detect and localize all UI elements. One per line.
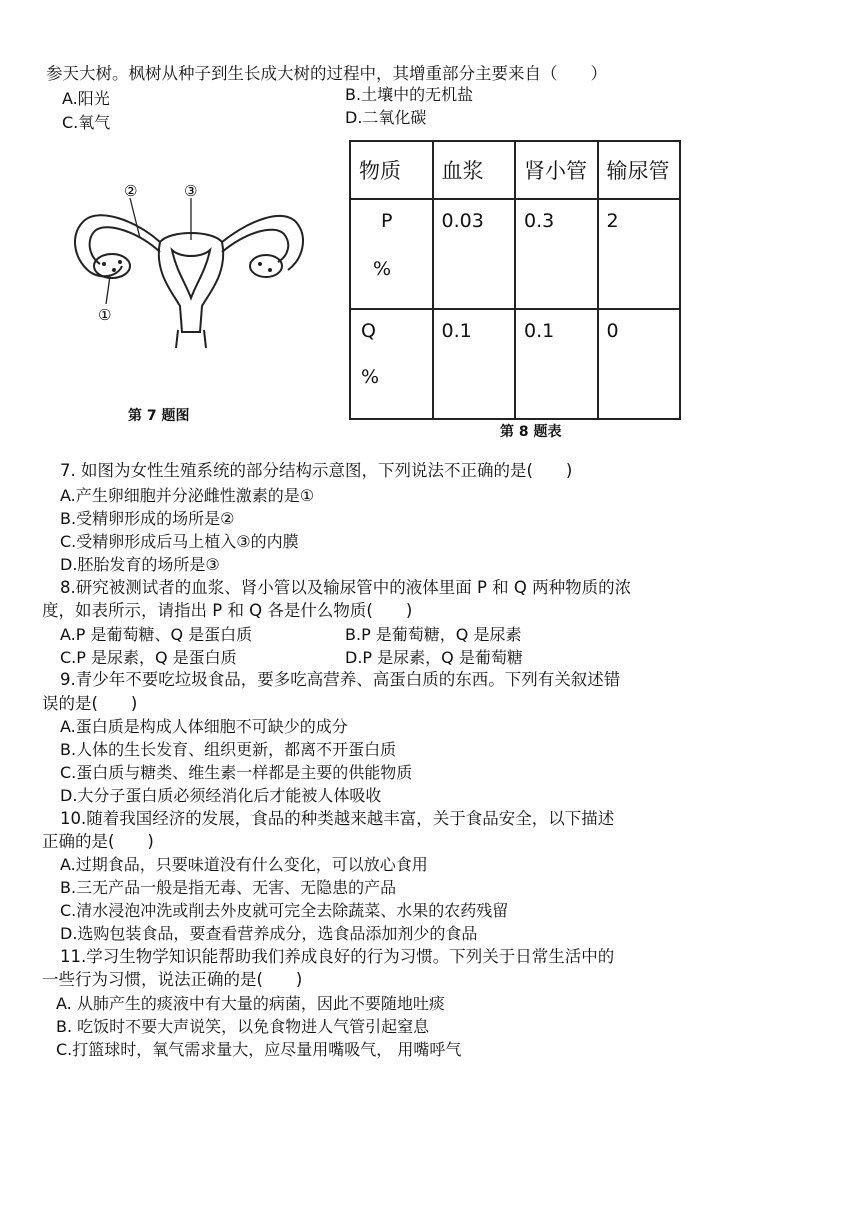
- q7-stem: 7. 如图为女性生殖系统的部分结构示意图，下列说法不正确的是( ): [60, 461, 573, 480]
- q10-stem-line2: 正确的是( ): [42, 832, 154, 851]
- table-row: [350, 309, 680, 419]
- q11-option-b: B. 吃饭时不要大声说笑，以免食物进人气管引起窒息: [56, 1017, 430, 1036]
- q6-option-b: B.土壤中的无机盐: [345, 85, 474, 104]
- q9-stem-line2: 误的是( ): [42, 694, 138, 713]
- q9-stem-line1: 9.青少年不要吃垃圾食品，要多吃高营养、高蛋白质的东西。下列有关叙述错: [60, 670, 621, 689]
- table-header: 物质: [350, 141, 433, 199]
- q8-option-b: B.P 是葡萄糖，Q 是尿素: [345, 625, 522, 644]
- figure7-caption: 第 7 题图: [128, 408, 190, 424]
- q9-option-d: D.大分子蛋白质必须经消化后才能被人体吸收: [60, 786, 382, 805]
- q6-option-c: C.氧气: [62, 113, 111, 132]
- table-cell: 0.1: [515, 309, 598, 419]
- table-cell: 0: [598, 309, 681, 419]
- diagram-label-1: ①: [98, 306, 112, 324]
- q7-option-a: A.产生卵细胞并分泌雌性激素的是①: [60, 486, 315, 505]
- q8-stem-line2: 度，如表所示，请指出 P 和 Q 各是什么物质( ): [42, 601, 413, 620]
- q9-option-c: C.蛋白质与糖类、维生素一样都是主要的供能物质: [60, 763, 413, 782]
- substance-unit: %: [361, 366, 380, 388]
- substance-unit: %: [373, 258, 392, 280]
- table-cell: 0.1: [433, 309, 516, 419]
- q10-option-a: A.过期食品，只要味道没有什么变化，可以放心食用: [60, 855, 428, 874]
- table-header-row: [350, 141, 680, 199]
- q6-option-d: D.二氧化碳: [345, 108, 427, 127]
- q11-stem-line1: 11.学习生物学知识能帮助我们养成良好的行为习惯。下列关于日常生活中的: [60, 947, 615, 966]
- table-row: [350, 199, 680, 309]
- q7-option-d: D.胚胎发育的场所是③: [60, 555, 220, 574]
- q10-option-d: D.选购包装食品，要查看营养成分，选食品添加剂少的食品: [60, 924, 478, 943]
- table-cell-substance: [350, 309, 433, 419]
- diagram-label-2: ②: [124, 182, 138, 200]
- q10-option-b: B.三无产品一般是指无毒、无害、无隐患的产品: [60, 878, 397, 897]
- substance-name: Q: [361, 320, 376, 342]
- q9-option-b: B.人体的生长发育、组织更新，都离不开蛋白质: [60, 740, 397, 759]
- table-header: 肾小管: [515, 141, 598, 199]
- q8-option-c: C.P 是尿素，Q 是蛋白质: [60, 648, 237, 667]
- table-cell-substance: [350, 199, 433, 309]
- substance-name: P: [381, 210, 393, 232]
- q8-stem-line1: 8.研究被测试者的血浆、肾小管以及输尿管中的液体里面 P 和 Q 两种物质的浓: [60, 578, 632, 597]
- table8-caption: 第 8 题表: [500, 424, 562, 440]
- table-header: 输尿管: [598, 141, 681, 199]
- q8-option-d: D.P 是尿素，Q 是葡萄糖: [345, 648, 523, 667]
- q6-stem: 参天大树。枫树从种子到生长成大树的过程中，其增重部分主要来自（ ）: [46, 64, 607, 83]
- q11-stem-line2: 一些行为习惯，说法正确的是( ): [42, 970, 303, 989]
- table-cell: 0.3: [515, 199, 598, 309]
- q10-option-c: C.清水浸泡冲洗或削去外皮就可完全去除蔬菜、水果的农药残留: [60, 901, 509, 920]
- q7-option-c: C.受精卵形成后马上植入③的内膜: [60, 532, 299, 551]
- q6-option-a: A.阳光: [62, 89, 110, 108]
- female-reproductive-system-diagram: [60, 180, 320, 350]
- q11-option-a: A. 从肺产生的痰液中有大量的病菌，因此不要随地吐痰: [56, 994, 445, 1013]
- q8-option-a: A.P 是葡萄糖、Q 是蛋白质: [60, 625, 253, 644]
- table-cell: 2: [598, 199, 681, 309]
- table-cell: 0.03: [433, 199, 516, 309]
- table-header: 血浆: [433, 141, 516, 199]
- diagram-label-3: ③: [184, 182, 198, 200]
- concentration-table: [349, 140, 681, 420]
- q10-stem-line1: 10.随着我国经济的发展，食品的种类越来越丰富，关于食品安全，以下描述: [60, 809, 615, 828]
- q7-option-b: B.受精卵形成的场所是②: [60, 509, 235, 528]
- q9-option-a: A.蛋白质是构成人体细胞不可缺少的成分: [60, 717, 348, 736]
- q11-option-c: C.打篮球时，氧气需求量大，应尽量用嘴吸气， 用嘴呼气: [56, 1040, 462, 1059]
